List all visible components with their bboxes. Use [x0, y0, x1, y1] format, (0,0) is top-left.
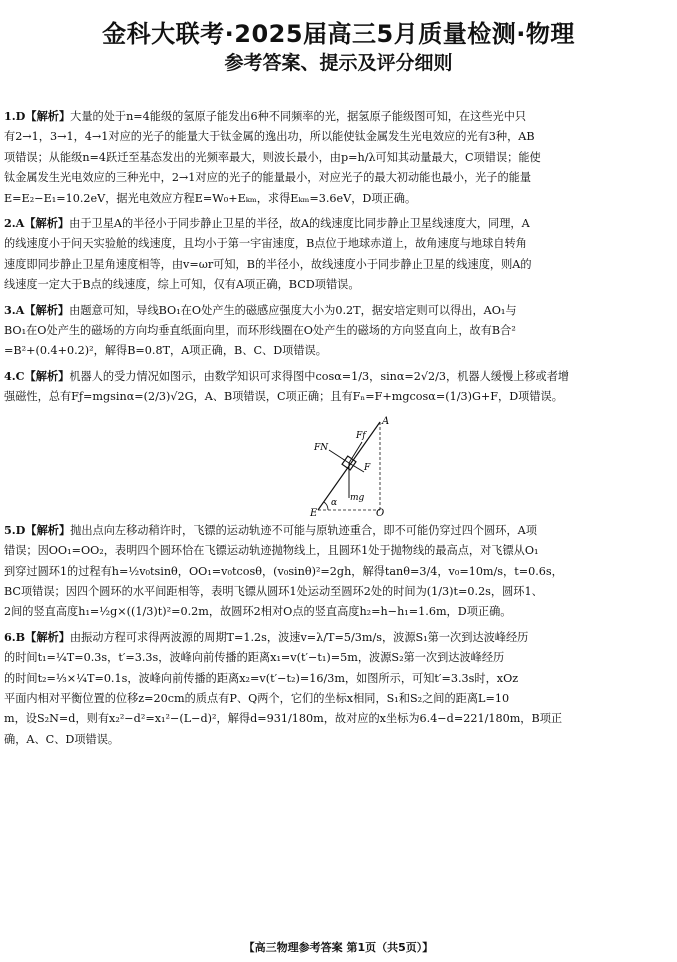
- question-line: 到穿过圆环1的过程有h=½v₀tsinθ，OO₁=v₀tcosθ，(v₀sinθ)²=2gh，解得tanθ=3/4，v₀=10m/s，t=0.6s，: [4, 564, 563, 578]
- question-line: 2间的竖直高度h₁=½g×((1/3)t)²=0.2m，故圆环2相对O点的竖直高度h₂=h−h₁=1.6m，D项正确。: [4, 605, 512, 619]
- question-line: 平面内相对平衡位置的位移z=20cm的质点有P、Q两个，它们的坐标x相同，S₁和S₂之间的距离L=10: [4, 691, 510, 705]
- fn-arrow: [329, 450, 349, 463]
- question-line: BO₁在O处产生的磁场的方向均垂直纸面向里，而环形线圈在O处产生的磁场的方向竖直向上，故有B合²: [4, 324, 516, 338]
- question-line: 1.D【解析】大量的处于n=4能级的氢原子能发出6种不同频率的光，据氢原子能级图可知，在这些光中只: [4, 109, 527, 123]
- question-line: 的时间t₂=⅓×¼T=0.1s，波峰向前传播的距离x₂=v(t′−t₂)=16/3m，如图所示，可知t′=3.3s时，xOz: [4, 671, 519, 685]
- label-mg: mg: [350, 492, 365, 503]
- page-footer: 【高三物理参考答案 第1页（共5页）】: [243, 941, 434, 954]
- question-head: 6.B【解析】: [4, 629, 70, 644]
- question-line: 的时间t₁=¼T=0.3s，t′=3.3s，波峰向前传播的距离x₁=v(t′−t₁)=5m，波源S₂第一次到达波峰经历: [4, 651, 505, 665]
- question-2: [4, 213, 667, 296]
- question-head: 1.D【解析】: [4, 109, 71, 123]
- label-alpha: α: [331, 497, 338, 508]
- question-line: 速度即同步静止卫星角速度相等，由v=ωr可知，B的半径小，故线速度小于同步静止卫星的线速度，则A的: [4, 257, 532, 271]
- question-line: m，设S₂N=d，则有x₂²−d²=x₁²−(L−d)²，解得d=931/180m，故对应的x坐标为6.4−d=221/180m，B项正: [4, 712, 563, 726]
- angle-arc: [324, 502, 328, 510]
- question-head: 2.A【解析】: [4, 216, 70, 231]
- question-line: =B²+(0.4+0.2)²，解得B=0.8T，A项正确，B、C、D项错误。: [4, 344, 327, 358]
- question-line: 钛金属发生光电效应的三种光中，2→1对应的光子的能量最小，对应光子的最大初动能也最小，光子的能量: [4, 171, 532, 185]
- question-line: 4.C【解析】机器人的受力情况如图示，由数学知识可求得图中cosα=1/3，sinα=2√2/3，机器人缓慢上移或者增: [4, 368, 570, 383]
- question-line: 线速度一定大于B点的线速度，综上可知，仅有A项正确，BCD项错误。: [4, 278, 360, 292]
- page-title: 金科大联考·2025届高三5月质量检测·物理: [102, 20, 575, 48]
- question-line: 2.A【解析】由于卫星A的半径小于同步静止卫星的半径，故A的线速度比同步静止卫星线速度大，同理，A: [4, 216, 530, 231]
- question-line: 的线速度小于问天实验舱的线速度，且均小于第一宇宙速度，B点位于地球赤道上，故角速度与地球自转角: [4, 237, 527, 251]
- page-subtitle: 参考答案、提示及评分细则: [224, 52, 453, 74]
- question-head: 5.D【解析】: [4, 522, 71, 537]
- label-ff: Ff: [356, 430, 366, 441]
- question-head: 3.A【解析】: [4, 302, 70, 317]
- label-o: O: [376, 507, 385, 518]
- label-a: A: [382, 415, 390, 427]
- question-line: 有2→1，3→1，4→1对应的光子的能量大于钛金属的逸出功，所以能使钛金属发生光电效应的光有3种，AB: [4, 130, 535, 144]
- label-fn: FN: [314, 442, 329, 453]
- label-e: E: [310, 507, 318, 518]
- question-4: [4, 366, 667, 408]
- question-line: 项错误；从能级n=4跃迁至基态发出的光频率最大，则波长最小，由p=h/λ可知其动量最大，C项错误；能使: [4, 150, 541, 164]
- force-diagram-svg: [304, 412, 414, 518]
- question-3: [4, 300, 667, 362]
- ff-arrow: [349, 442, 362, 463]
- label-f: F: [364, 462, 371, 473]
- question-1: [4, 106, 667, 209]
- answer-content: [4, 106, 667, 754]
- question-line: 强磁性，总有Fƒ=mgsinα=(2/3)√2G，A、B项错误，C项正确；且有Fₙ=F+mgcosα=(1/3)G+F，D项错误。: [4, 390, 563, 404]
- question-line: 3.A【解析】由题意可知，导线BO₁在O处产生的磁感应强度大小为0.2T，据安培定则可以得出，AO₁与: [4, 302, 517, 317]
- question-head: 4.C【解析】: [4, 368, 70, 383]
- question-line: E=E₂−E₁=10.2eV，据光电效应方程E=W₀+Eₖₘ，求得Eₖₘ=3.6eV，D项正确。: [4, 191, 417, 205]
- question-line: BC项错误；因四个圆环的水平间距相等，表明飞镖从圆环1处运动至圆环2处的时间为(1/3)t=0.2s，圆环1、: [4, 584, 543, 598]
- question-line: 6.B【解析】由振动方程可求得两波源的周期T=1.2s，波速v=λ/T=5/3m/s，波源S₁第一次到达波峰经历: [4, 629, 529, 644]
- question-5: [4, 520, 667, 623]
- question-6: [4, 627, 667, 750]
- force-diagram: [4, 412, 667, 520]
- question-line: 5.D【解析】抛出点向左移动稍许时，飞镖的运动轨迹不可能与原轨迹重合，即不可能仍穿过四个圆环，A项: [4, 522, 537, 537]
- question-line: 确，A、C、D项错误。: [4, 732, 120, 746]
- question-line: 错误；因OO₁=OO₂，表明四个圆环恰在飞镖运动轨迹抛物线上，且圆环1处于抛物线的最高点，对飞镖从O₁: [4, 544, 539, 558]
